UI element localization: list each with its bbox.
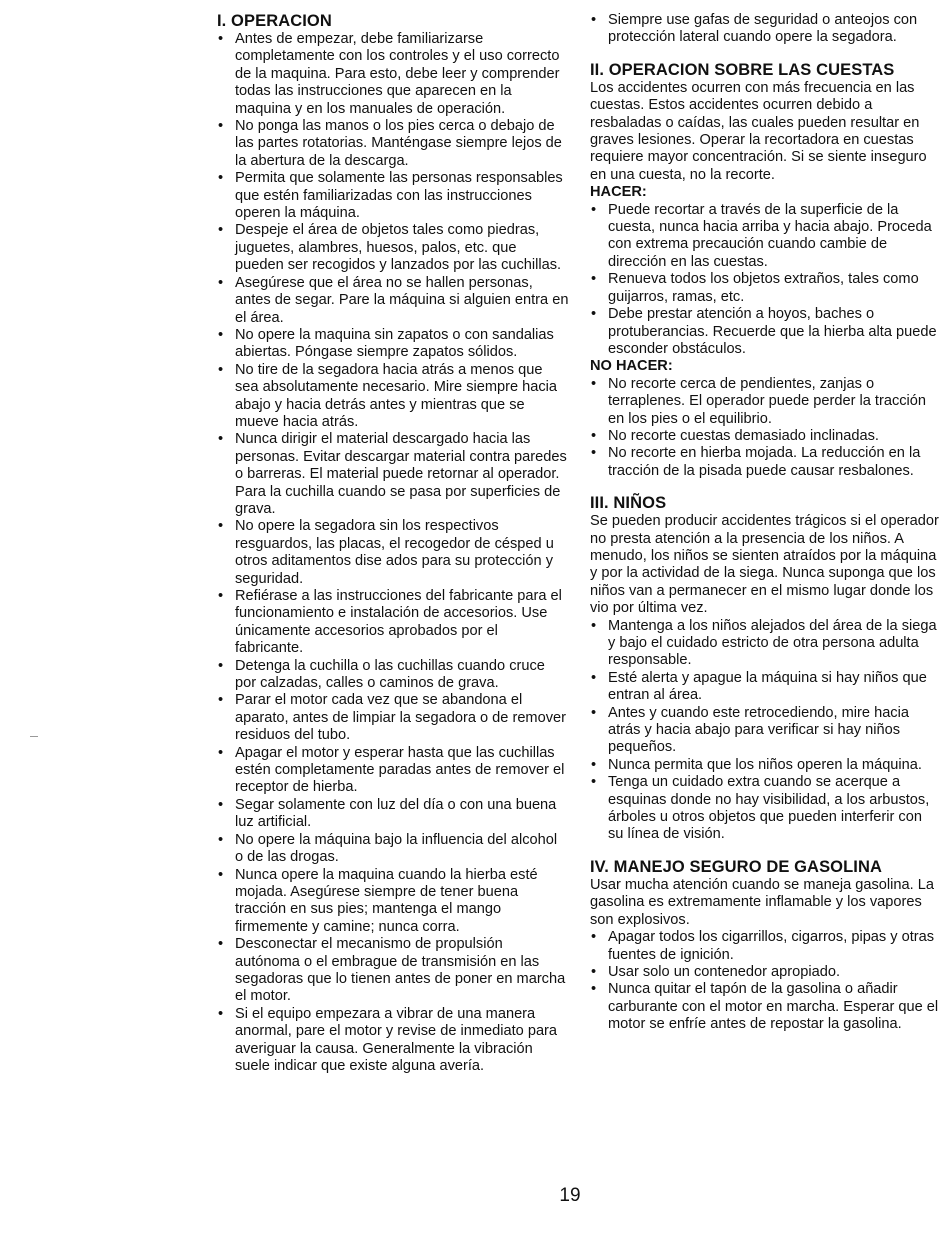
operacion-list xyxy=(217,31,569,1075)
no-hacer-heading: NO HACER: xyxy=(590,358,673,375)
list-item: • Puede recortar a través de la superficie de la cuesta, nunca hacia arriba y hacia abajo. Proceda con extrema precaución cuando cambie de dirección en las cuestas. xyxy=(590,202,940,272)
list-item: • No ponga las manos o los pies cerca o debajo de las partes rotatorias. Manténgase siempre lejos de la abertura de la descarga. xyxy=(217,118,569,170)
list-item: • Desconectar el mecanismo de propulsión autónoma o el embrague de transmisión en las segadoras que lo tienen antes de poner en marcha el motor. xyxy=(217,936,569,1006)
list-item: • Esté alerta y apague la máquina si hay niños que entran al área. xyxy=(590,670,940,705)
no-hacer-list xyxy=(590,376,940,480)
list-item: • Siempre use gafas de seguridad o anteojos con protección lateral cuando opere la segadora. xyxy=(590,12,940,47)
list-item: • No opere la maquina sin zapatos o con sandalias abiertas. Póngase siempre zapatos sólidos. xyxy=(217,327,569,362)
list-item: • Tenga un cuidado extra cuando se acerque a esquinas donde no hay visibilidad, a los arbustos, árboles u otros objetos que pueden interferir con su línea de visión. xyxy=(590,774,940,844)
list-item: • Segar solamente con luz del día o con una buena luz artificial. xyxy=(217,797,569,832)
hacer-list xyxy=(590,202,940,359)
right-column xyxy=(590,12,940,1034)
left-column xyxy=(217,12,569,1075)
list-item: • No recorte cuestas demasiado inclinadas. xyxy=(590,428,940,445)
ninos-list xyxy=(590,618,940,844)
list-item: • Nunca permita que los niños operen la máquina. xyxy=(590,757,940,774)
list-item: • Mantenga a los niños alejados del área de la siega y bajo el cuidado estricto de otra persona adulta responsable. xyxy=(590,618,940,670)
list-item: • Si el equipo empezara a vibrar de una manera anormal, pare el motor y revise de inmediato para averiguar la causa. Generalmente la vibración suele indicar que existe alguna avería. xyxy=(217,1006,569,1076)
list-item: • Renueva todos los objetos extraños, tales como guijarros, ramas, etc. xyxy=(590,271,940,306)
list-item: • No recorte cerca de pendientes, zanjas o terraplenes. El operador puede perder la tracción en los pies o el equilibrio. xyxy=(590,376,940,428)
list-item: • Antes y cuando este retrocediendo, mire hacia atrás y hacia abajo para verificar si hay niños pequeños. xyxy=(590,705,940,757)
list-item: • Apagar todos los cigarrillos, cigarros, pipas y otras fuentes de ignición. xyxy=(590,929,940,964)
list-item: • Parar el motor cada vez que se abandona el aparato, antes de limpiar la segadora o de remover residuos del tubo. xyxy=(217,692,569,744)
list-item: • Apagar el motor y esperar hasta que las cuchillas estén completamente paradas antes de remover el receptor de hierba. xyxy=(217,745,569,797)
list-item: • Debe prestar atención a hoyos, baches o protuberancias. Recuerde que la hierba alta puede esconder obstáculos. xyxy=(590,306,940,358)
page-number: 19 xyxy=(559,1185,581,1206)
list-item: • Nunca dirigir el material descargado hacia las personas. Evitar descargar material contra paredes o barreras. El material puede retornar al operador. Para la cuchilla cuando se pasa por superficies de grava. xyxy=(217,431,569,518)
gasolina-intro: Usar mucha atención cuando se maneja gasolina. La gasolina es extremamente inflamable y los vapores son explosivos. xyxy=(590,876,934,928)
list-item: • Despeje el área de objetos tales como piedras, juguetes, alambres, huesos, palos, etc. que pueden ser recogidos y lanzados por las cuchillas. xyxy=(217,222,569,274)
list-item: • Nunca quitar el tapón de la gasolina o añadir carburante con el motor en marcha. Esperar que el motor se enfríe antes de repostar la gasolina. xyxy=(590,981,940,1033)
list-item: • Detenga la cuchilla o las cuchillas cuando cruce por calzadas, calles o caminos de grava. xyxy=(217,658,569,693)
ninos-intro: Se pueden producir accidentes trágicos si el operador no presta atención a la presencia de los niños. A menudo, los niños se sienten atraídos por la máquina y por la actividad de la siega. Nunca suponga que los niños van a permanecer en el mismo lugar donde los vio por última vez. xyxy=(590,513,939,617)
margin-mark xyxy=(30,736,38,737)
hacer-heading: HACER: xyxy=(590,184,647,201)
list-item: • No opere la segadora sin los respectivos resguardos, las placas, el recogedor de césped u otros aditamentos dise ados para su protección y seguridad. xyxy=(217,518,569,588)
section-heading-operacion: I. OPERACION xyxy=(217,12,332,30)
list-item: • Asegúrese que el área no se hallen personas, antes de segar. Pare la máquina si alguien entra en el área. xyxy=(217,275,569,327)
list-item: • No tire de la segadora hacia atrás a menos que sea absolutamente necesario. Mire siempre hacia abajo y hacia detrás antes y mientras que se mueve hacia atrás. xyxy=(217,362,569,432)
section-heading-gasolina: IV. MANEJO SEGURO DE GASOLINA xyxy=(590,857,883,876)
list-item: • Refiérase a las instrucciones del fabricante para el funcionamiento e instalación de accesorios. Use únicamente accesorios aprobados por el fabricante. xyxy=(217,588,569,658)
gasolina-list xyxy=(590,929,940,1033)
list-item: • Nunca opere la maquina cuando la hierba esté mojada. Asegúrese siempre de tener buena tracción en sus pies; mantenga el mango firmemente y camine; nunca corra. xyxy=(217,867,569,937)
list-item: • No opere la máquina bajo la influencia del alcohol o de las drogas. xyxy=(217,832,569,867)
goggles-list xyxy=(590,12,940,47)
section-heading-ninos: III. NIÑOS xyxy=(590,494,667,513)
list-item: • No recorte en hierba mojada. La reducción en la tracción de la pisada puede causar resbalones. xyxy=(590,445,940,480)
cuestas-intro: Los accidentes ocurren con más frecuencia en las cuestas. Estos accidentes ocurren debido a resbaladas o caídas, las cuales pueden resultar en graves lesiones. Operar la recortadora en cuestas requiere mayor concentración. Si se siente inseguro en una cuesta, no la recorte. xyxy=(590,79,927,183)
list-item: • Permita que solamente las personas responsables que estén familiarizadas con las instrucciones operen la máquina. xyxy=(217,170,569,222)
list-item: • Antes de empezar, debe familiarizarse completamente con los controles y el uso correcto de la maquina. Para esto, debe leer y comprender todas las instrucciones que aparecen en la maquina y en los manuales de operación. xyxy=(217,31,569,118)
list-item: • Usar solo un contenedor apropiado. xyxy=(590,964,940,981)
section-heading-cuestas: II. OPERACION SOBRE LAS CUESTAS xyxy=(590,60,895,79)
